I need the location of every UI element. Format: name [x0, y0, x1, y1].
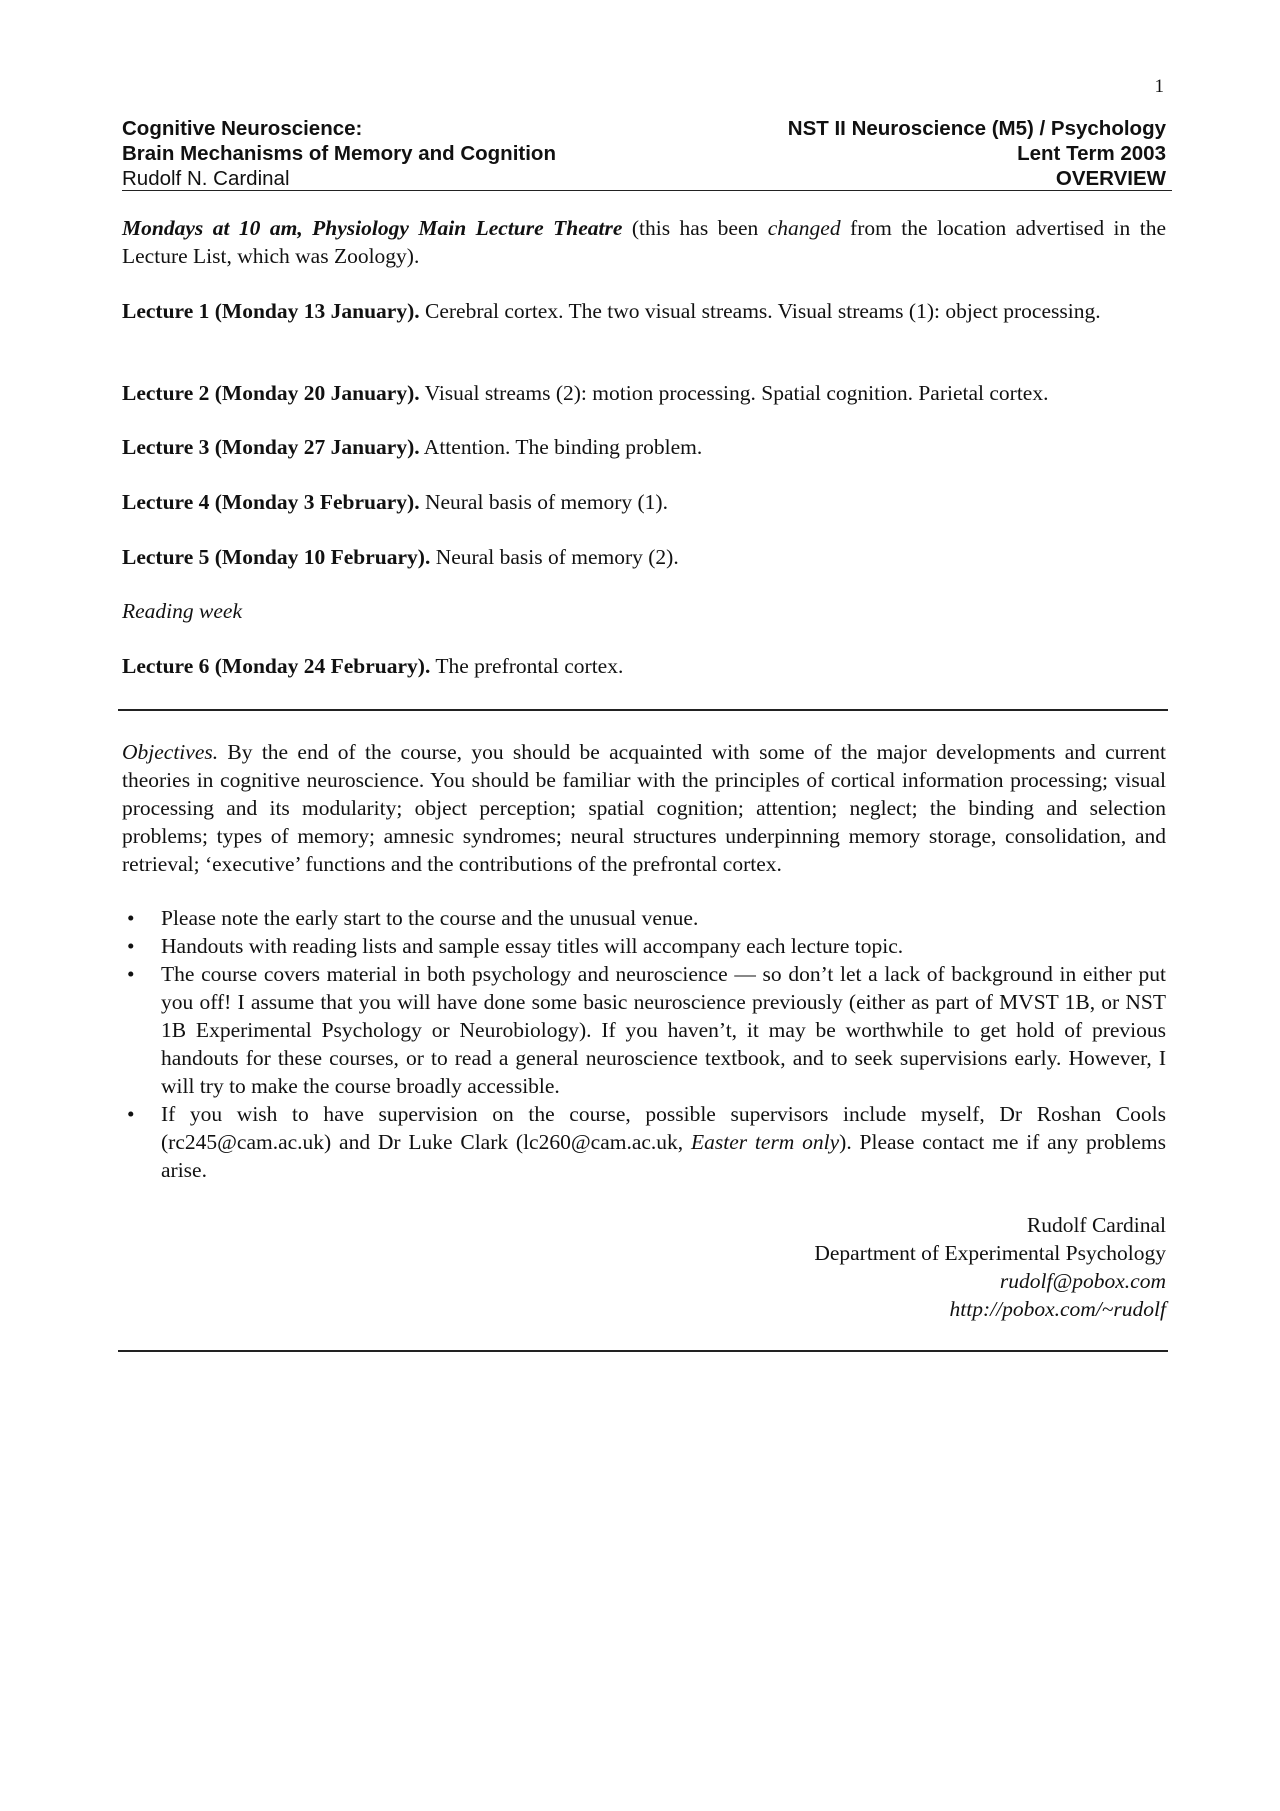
easter-term-note: Easter term only [690, 1130, 840, 1154]
objectives-label: Objectives. [122, 740, 219, 764]
venue-text-b: from the location advertised in the Lecture List, which was Zoology). [122, 216, 1167, 268]
list-item-text: The course covers material in both psychology and neuroscience — so don’t let a lack of background in either put you off! I assume that you will have done some basic neuroscience previously (either as part of MVST 1B, or NST 1B Experimental Psychology or Neurobiology). If you haven’t, it may be worthwhile to get hold of previous handouts for these courses, or to read a general neuroscience textbook, and to seek supervisions early. However, I will try to make the course broadly accessible. [161, 962, 1166, 1098]
list-item [122, 1100, 1166, 1184]
venue-paragraph [122, 214, 1166, 270]
bullet-icon: • [127, 1102, 135, 1126]
course-code: NST II Neuroscience (M5) / Psychology [787, 117, 1166, 140]
page-number: 1 [1154, 76, 1164, 97]
lecture-1 [122, 297, 1166, 325]
lecture-5 [122, 543, 1166, 571]
notes-list [122, 904, 1166, 1184]
signature-name: Rudolf Cardinal [1026, 1213, 1166, 1237]
reading-week [122, 597, 1166, 625]
signature-url: http://pobox.com/~rudolf [949, 1297, 1166, 1321]
lecture-topic: The prefrontal cortex. [430, 654, 624, 678]
lecture-label: Lecture 5 (Monday 10 February). [122, 545, 431, 569]
venue-text-a: (this has been [622, 216, 768, 240]
section-divider [118, 709, 1168, 711]
lecture-label: Lecture 6 (Monday 24 February). [122, 654, 431, 678]
bullet-icon: • [127, 934, 135, 958]
author-name: Rudolf N. Cardinal [122, 167, 290, 190]
lecture-2 [122, 379, 1166, 407]
header-right [788, 116, 1166, 191]
bullet-icon: • [127, 906, 135, 930]
list-item [122, 960, 1166, 1100]
list-item-text: Handouts with reading lists and sample essay titles will accompany each lecture topic. [161, 934, 904, 958]
lecture-label: Lecture 2 (Monday 20 January). [122, 381, 420, 405]
list-item [122, 932, 1166, 960]
lecture-4 [122, 488, 1166, 516]
venue-time: Mondays at 10 am, Physiology Main Lecture Theatre [122, 216, 623, 240]
header-left [122, 116, 556, 191]
signature-department: Department of Experimental Psychology [814, 1241, 1166, 1265]
signature-block [600, 1211, 1166, 1323]
lecture-topic: Neural basis of memory (2). [430, 545, 679, 569]
footer-divider [118, 1350, 1168, 1352]
list-item-text: If you wish to have supervision on the course, possible supervisors include myself, Dr Roshan Cools (rc245@cam.ac.uk) and Dr Luke Clark (lc260@cam.ac.uk, [161, 1102, 1166, 1154]
signature-email: rudolf@pobox.com [999, 1269, 1166, 1293]
lecture-6 [122, 652, 1166, 680]
objectives-paragraph [122, 738, 1166, 878]
list-item [122, 904, 1166, 932]
lecture-topic: Cerebral cortex. The two visual streams. Visual streams (1): object processing. [419, 299, 1101, 323]
section-label: OVERVIEW [1055, 167, 1166, 190]
objectives-text: By the end of the course, you should be acquainted with some of the major developments and current theories in cognitive neuroscience. You should be familiar with the principles of cortical information processing; visual processing and its modularity; object perception; spatial cognition; attention; neglect; the binding and selection problems; types of memory; amnesic syndromes; neural structures underpinning memory storage, consolidation, and retrieval; ‘executive’ functions and the contributions of the prefrontal cortex. [122, 740, 1166, 876]
course-title: Cognitive Neuroscience: [122, 117, 363, 140]
bullet-icon: • [127, 962, 135, 986]
lecture-3 [122, 433, 1166, 461]
lecture-label: Lecture 1 (Monday 13 January). [122, 299, 420, 323]
course-subtitle: Brain Mechanisms of Memory and Cognition [122, 142, 556, 165]
header-divider [122, 190, 1172, 191]
venue-changed: changed [767, 216, 841, 240]
lecture-topic: Attention. The binding problem. [419, 435, 703, 459]
term: Lent Term 2003 [1017, 142, 1166, 165]
reading-week-label: Reading week [122, 599, 242, 623]
lecture-topic: Visual streams (2): motion processing. Spatial cognition. Parietal cortex. [419, 381, 1049, 405]
list-item-text-end: ). Please contact me if any problems arise. [161, 1130, 1167, 1182]
lecture-label: Lecture 3 (Monday 27 January). [122, 435, 420, 459]
lecture-label: Lecture 4 (Monday 3 February). [122, 490, 420, 514]
lecture-topic: Neural basis of memory (1). [419, 490, 668, 514]
list-item-text: Please note the early start to the course and the unusual venue. [161, 906, 699, 930]
